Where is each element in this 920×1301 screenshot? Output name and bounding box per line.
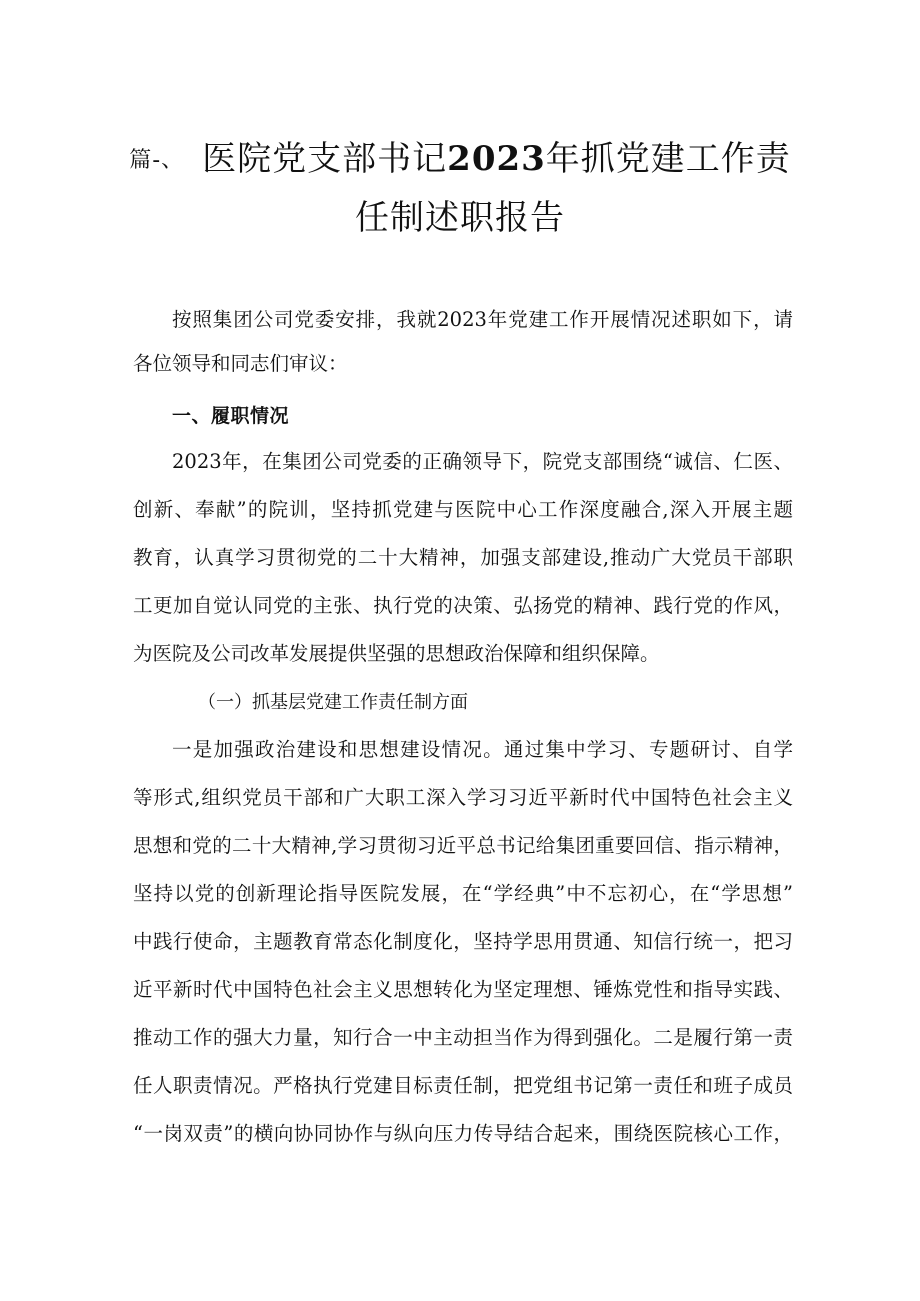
body-line: 坚持以党的创新理论指导医院发展，在“学经典”中不忘初心，在“学思想” bbox=[133, 882, 793, 905]
body-line: 一是加强政治建设和思想建设情况。通过集中学习、专题研讨、自学 bbox=[172, 738, 793, 761]
body-line: 2023年，在集团公司党委的正确领导下，院党支部围绕“诚信、仁医、 bbox=[172, 450, 793, 473]
body-line: 为医院及公司改革发展提供坚强的思想政治保障和组织保障。 bbox=[133, 642, 660, 665]
title-prefix: 篇-、 bbox=[129, 147, 185, 173]
body-line: 思想和党的二十大精神,学习贯彻习近平总书记给集团重要回信、指示精神， bbox=[133, 834, 793, 857]
body-line: 创新、奉献”的院训，坚持抓党建与医院中心工作深度融合,深入开展主题 bbox=[133, 498, 793, 521]
section-heading: 一、履职情况 bbox=[172, 405, 290, 427]
body-line: 工更加自觉认同党的主张、执行党的决策、弘扬党的精神、践行党的作风， bbox=[133, 594, 793, 617]
title-text-b: 年抓党建工作责 bbox=[545, 139, 791, 179]
title-text-a: 医院党支部书记 bbox=[202, 139, 448, 179]
body-line: 推动工作的强大力量，知行合一中主动担当作为得到强化。二是履行第一责 bbox=[133, 1026, 793, 1049]
document-title-line-2: 任制述职报告 bbox=[355, 198, 565, 238]
body-line: 任人职责情况。严格执行党建目标责任制，把党组书记第一责任和班子成员 bbox=[133, 1074, 793, 1097]
body-line: 中践行使命，主题教育常态化制度化，坚持学思用贯通、知信行统一，把习 bbox=[133, 930, 793, 953]
subsection-heading: （一）抓基层党建工作责任制方面 bbox=[198, 692, 468, 713]
body-line: 教育，认真学习贯彻党的二十大精神，加强支部建设,推动广大党员干部职 bbox=[133, 546, 793, 569]
body-line: 按照集团公司党委安排，我就2023年党建工作开展情况述职如下，请 bbox=[172, 308, 793, 331]
body-line: 等形式,组织党员干部和广大职工深入学习习近平新时代中国特色社会主义 bbox=[133, 786, 793, 809]
title-year: 2023 bbox=[447, 139, 546, 179]
body-line: 各位领导和同志们审议： bbox=[133, 352, 348, 375]
document-title-line-1 bbox=[120, 135, 800, 185]
body-line: 近平新时代中国特色社会主义思想转化为坚定理想、锤炼党性和指导实践、 bbox=[133, 978, 793, 1001]
body-line: “一岗双责”的横向协同协作与纵向压力传导结合起来，围绕医院核心工作， bbox=[133, 1122, 793, 1145]
